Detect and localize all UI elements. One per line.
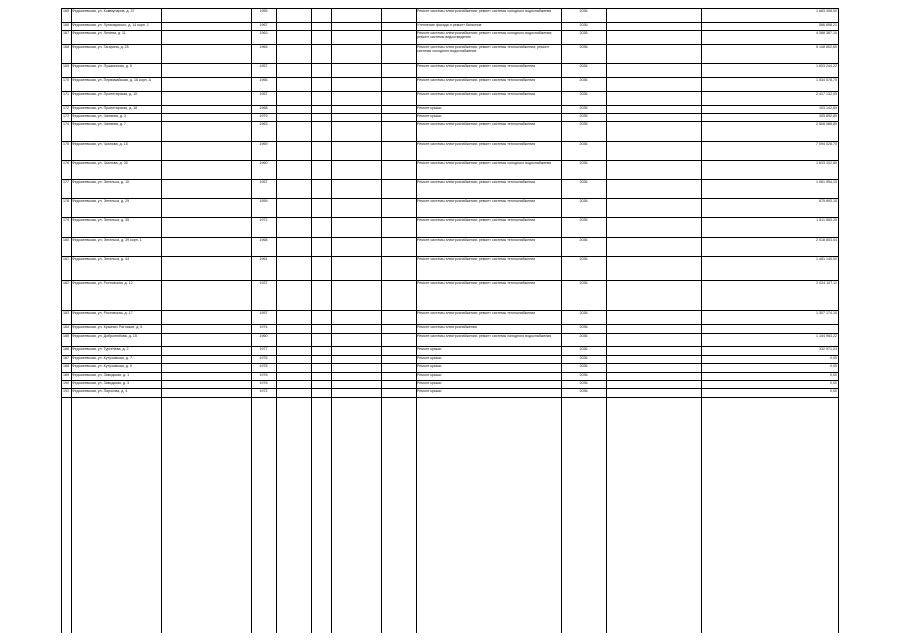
works-description-cell: Утепление фасада и ремонт балконов bbox=[417, 22, 482, 27]
row-number: 180 bbox=[63, 237, 69, 242]
cost-cell: 305 892,80 bbox=[819, 114, 837, 118]
plan-year-cell: 2036 bbox=[579, 22, 588, 27]
row-number: 177 bbox=[63, 180, 69, 184]
address-cell: Федосеевская, ул. Заводская, д. 1 bbox=[72, 372, 130, 377]
cost-cell: 2 417 132,05 bbox=[816, 91, 837, 96]
plan-year-cell: 2036 bbox=[579, 355, 588, 360]
year-cell: 1978 bbox=[259, 364, 268, 369]
plan-year-cell: 2036 bbox=[579, 218, 588, 223]
spreadsheet-table bbox=[61, 8, 838, 633]
year-cell: 1976 bbox=[259, 381, 268, 385]
works-description-cell: Ремонт системы электроснабжения; ремонт системы теплоснабжения bbox=[417, 122, 536, 127]
cost-cell: 1 833 244,22 bbox=[816, 64, 837, 69]
plan-year-cell: 2036 bbox=[579, 381, 588, 385]
works-description-cell: Ремонт системы электроснабжения; ремонт системы теплоснабжения bbox=[417, 311, 536, 316]
works-description-cell: Ремонт системы электроснабжения; ремонт системы теплоснабжения bbox=[417, 91, 536, 96]
works-description-cell: Ремонт системы электроснабжения bbox=[417, 325, 477, 330]
address-cell: Федосеевская, ул. Ростовская, д. 17 bbox=[72, 311, 133, 316]
address-cell: Федосеевская, ул. Ленина, д. 11 bbox=[72, 31, 126, 36]
works-description-cell: Ремонт системы электроснабжения; ремонт системы холодного водоснабжения bbox=[417, 333, 552, 338]
year-cell: 1937 bbox=[259, 281, 268, 286]
row-number: 187 bbox=[63, 355, 69, 360]
cost-cell: 1 061 954,10 bbox=[816, 180, 837, 184]
year-cell: 1955 bbox=[259, 9, 268, 13]
plan-year-cell: 2036 bbox=[579, 180, 588, 184]
address-cell: Федосеевская, ул. Заводская, д. 3 bbox=[72, 381, 130, 385]
plan-year-cell: 2036 bbox=[579, 9, 588, 13]
column-rule bbox=[276, 8, 277, 633]
year-cell: 1979 bbox=[259, 114, 268, 118]
column-rule bbox=[311, 8, 312, 633]
cost-cell: 103 142,60 bbox=[819, 105, 837, 110]
plan-year-cell: 2036 bbox=[579, 199, 588, 204]
address-cell: Федосеевская, ул. Энгельса, д. 29 bbox=[72, 199, 130, 204]
address-cell: Федосеевская, ул. Чкалова, д. 15 bbox=[72, 141, 128, 146]
address-cell: Федосеевская, ул. Кутузовская, д. 7 bbox=[72, 355, 132, 360]
works-description-cell: Ремонт системы электроснабжения; ремонт системы теплоснабжения bbox=[417, 281, 536, 286]
address-cell: Федосеевская, ул. Энгельса, д. 35 bbox=[72, 218, 130, 223]
column-rule bbox=[331, 8, 332, 633]
address-cell: Федосеевская, ул. Пирогова, д. 4 bbox=[72, 389, 128, 394]
year-cell: 1977 bbox=[259, 347, 268, 352]
works-description-cell: Ремонт системы электроснабжения; ремонт системы теплоснабжения bbox=[417, 141, 536, 146]
plan-year-cell: 2036 bbox=[579, 31, 588, 36]
row-number: 179 bbox=[63, 218, 69, 223]
address-cell: Федосеевская, ул. Пролетарская, д. 10 bbox=[72, 91, 138, 96]
works-description-cell: Ремонт крыши bbox=[417, 105, 442, 110]
plan-year-cell: 2036 bbox=[579, 281, 588, 286]
plan-year-cell: 2036 bbox=[579, 333, 588, 338]
row-number: 181 bbox=[63, 256, 69, 261]
cost-cell: 1 811 583,30 bbox=[816, 218, 837, 223]
address-cell: Федосеевская, ул. Чапаева, д. 3 bbox=[72, 114, 126, 118]
works-description-cell: Ремонт крыши bbox=[417, 389, 442, 394]
plan-year-cell: 2036 bbox=[579, 372, 588, 377]
works-description-cell: Ремонт системы электроснабжения; ремонт системы теплоснабжения bbox=[417, 237, 536, 242]
cost-cell: 0,00 bbox=[830, 381, 837, 385]
row-number: 173 bbox=[63, 114, 69, 118]
plan-year-cell: 2036 bbox=[579, 256, 588, 261]
plan-year-cell: 2036 bbox=[579, 141, 588, 146]
works-description-cell: Ремонт системы электроснабжения; ремонт системы холодного водоснабжения; ремонт системы водоотведения bbox=[417, 31, 553, 40]
year-cell: 1957 bbox=[259, 91, 268, 96]
cost-cell: 2 508 586,80 bbox=[816, 122, 837, 127]
row-number: 184 bbox=[63, 325, 69, 330]
year-cell: 1957 bbox=[259, 311, 268, 316]
year-cell: 1957 bbox=[259, 64, 268, 69]
plan-year-cell: 2036 bbox=[579, 45, 588, 49]
works-description-cell: Ремонт крыши bbox=[417, 114, 442, 118]
cost-cell: 0,00 bbox=[830, 389, 837, 394]
year-cell: 1976 bbox=[259, 372, 268, 377]
cost-cell bbox=[607, 325, 837, 331]
row-number: 190 bbox=[63, 381, 69, 385]
table-bottom-rule bbox=[61, 397, 838, 398]
works-description-cell: Ремонт системы электроснабжения; ремонт системы теплоснабжения; ремонт системы холодного водоснабжения bbox=[417, 45, 550, 54]
works-description-cell: Ремонт системы электроснабжения; ремонт системы холодного водоснабжения bbox=[417, 160, 552, 165]
column-rule bbox=[838, 8, 839, 633]
row-number: 167 bbox=[63, 31, 69, 36]
cost-cell: 0,00 bbox=[830, 355, 837, 360]
row-number: 191 bbox=[63, 389, 69, 394]
works-description-cell: Ремонт системы электроснабжения; ремонт системы теплоснабжения bbox=[417, 218, 536, 223]
works-description-cell: Ремонт системы электроснабжения; ремонт системы теплоснабжения bbox=[417, 180, 536, 184]
address-cell: Федосеевская, ул. Первомайская, д. 16 корп. А bbox=[72, 78, 151, 82]
address-cell: Федосеевская, ул. Энгельса, д. 39 корп. 1 bbox=[72, 237, 142, 242]
row-number: 183 bbox=[63, 311, 69, 316]
row-number: 185 bbox=[63, 333, 69, 338]
row-number: 174 bbox=[63, 122, 69, 127]
year-cell: 1963 bbox=[259, 31, 268, 36]
cost-cell: 1 104 963,22 bbox=[816, 333, 837, 338]
year-cell: 1967 bbox=[259, 22, 268, 27]
address-cell: Федосеевская, ул. Чкалова, д. 30 bbox=[72, 160, 128, 165]
plan-year-cell: 2036 bbox=[579, 325, 588, 330]
row-number: 168 bbox=[63, 45, 69, 49]
year-cell: 1959 bbox=[259, 199, 268, 204]
works-description-cell: Ремонт крыши bbox=[417, 355, 442, 360]
address-cell: Федосеевская, ул. Кутузовская, д. 9 bbox=[72, 364, 132, 369]
row-number: 178 bbox=[63, 199, 69, 204]
cost-cell: 7 094 026,70 bbox=[816, 141, 837, 146]
year-cell: 1957 bbox=[259, 180, 268, 184]
works-description-cell: Ремонт крыши bbox=[417, 364, 442, 369]
cost-cell: 566 898,21 bbox=[819, 22, 837, 27]
plan-year-cell: 2036 bbox=[579, 311, 588, 316]
year-cell: 1968 bbox=[259, 237, 268, 242]
row-number: 170 bbox=[63, 78, 69, 82]
row-number: 189 bbox=[63, 372, 69, 377]
plan-year-cell: 2036 bbox=[579, 78, 588, 82]
cost-cell: 5 148 802,60 bbox=[816, 45, 837, 49]
address-cell: Федосеевская, ул. Ростовская, д. 12 bbox=[72, 281, 133, 286]
address-cell: Федосеевская, ул. Пушкинская, д. 5 bbox=[72, 64, 132, 69]
address-cell: Федосеевская, ул. Гагарина, д. 25 bbox=[72, 45, 129, 49]
cost-cell: 675 893,10 bbox=[819, 199, 837, 204]
row-number: 176 bbox=[63, 160, 69, 165]
works-description-cell: Ремонт крыши bbox=[417, 381, 442, 385]
row-number: 186 bbox=[63, 347, 69, 352]
address-cell: Федосеевская, ул. Луначарского, д. 14 корп. 1 bbox=[72, 22, 149, 27]
cost-cell: 4 368 387,10 bbox=[816, 31, 837, 36]
year-cell: 1960 bbox=[259, 333, 268, 338]
works-description-cell: Ремонт системы электроснабжения; ремонт системы холодного водоснабжения bbox=[417, 9, 552, 13]
plan-year-cell: 2036 bbox=[579, 105, 588, 110]
cost-cell: 2 018 803,04 bbox=[816, 237, 837, 242]
year-cell: 1963 bbox=[259, 122, 268, 127]
year-cell: 1968 bbox=[259, 105, 268, 110]
row-number: 169 bbox=[63, 64, 69, 69]
cost-cell: 1 307 174,10 bbox=[816, 311, 837, 316]
year-cell: 1976 bbox=[259, 355, 268, 360]
works-description-cell: Ремонт системы электроснабжения; ремонт системы теплоснабжения bbox=[417, 199, 536, 204]
works-description-cell: Ремонт системы электроснабжения; ремонт системы теплоснабжения bbox=[417, 64, 536, 69]
works-description-cell: Ремонт крыши bbox=[417, 347, 442, 352]
works-description-cell: Ремонт системы электроснабжения; ремонт системы теплоснабжения bbox=[417, 78, 536, 82]
column-rule bbox=[161, 8, 162, 633]
year-cell: 1972 bbox=[259, 218, 268, 223]
address-cell: Федосеевская, ул. Чапаева, д. 7 bbox=[72, 122, 126, 127]
cost-cell: 0,00 bbox=[830, 372, 837, 377]
address-cell: Федосеевская, ул. Тургенева, д. 2 bbox=[72, 347, 129, 352]
cost-cell: 0,00 bbox=[830, 364, 837, 369]
year-cell: 1972 bbox=[259, 389, 268, 394]
address-cell: Федосеевская, ул. Энгельса, д. 44 bbox=[72, 256, 130, 261]
plan-year-cell: 2036 bbox=[579, 91, 588, 96]
plan-year-cell: 2036 bbox=[579, 160, 588, 165]
plan-year-cell: 2036 bbox=[579, 237, 588, 242]
cost-cell: 2 024 107,11 bbox=[816, 281, 837, 286]
column-rule bbox=[381, 8, 382, 633]
address-cell: Федосеевская, ул. Энгельса, д. 10 bbox=[72, 180, 130, 184]
year-cell: 1960 bbox=[259, 160, 268, 165]
works-description-cell: Ремонт крыши bbox=[417, 372, 442, 377]
row-number: 165 bbox=[63, 9, 69, 13]
plan-year-cell: 2036 bbox=[579, 122, 588, 127]
cost-cell: 1 683 308,00 bbox=[816, 9, 837, 13]
address-cell: Федосеевская, ул. Пролетарская, д. 18 bbox=[72, 105, 138, 110]
row-number: 182 bbox=[63, 281, 69, 286]
cost-cell: 332 971,03 bbox=[819, 347, 837, 352]
plan-year-cell: 2036 bbox=[579, 347, 588, 352]
plan-year-cell: 2036 bbox=[579, 389, 588, 394]
address-cell: Федосеевская, ул. Добролюбова, д. 15 bbox=[72, 333, 137, 338]
plan-year-cell: 2036 bbox=[579, 364, 588, 369]
cost-cell: 1 534 578,75 bbox=[816, 78, 837, 82]
row-number: 166 bbox=[63, 22, 69, 27]
cost-cell: 1 633 102,80 bbox=[816, 160, 837, 165]
year-cell: 1965 bbox=[259, 45, 268, 49]
year-cell: 1969 bbox=[259, 141, 268, 146]
works-description-cell: Ремонт системы электроснабжения; ремонт системы теплоснабжения bbox=[417, 256, 536, 261]
row-number: 172 bbox=[63, 105, 69, 110]
row-number: 188 bbox=[63, 364, 69, 369]
row-number: 171 bbox=[63, 91, 69, 96]
cost-cell: 1 461 140,00 bbox=[816, 256, 837, 261]
address-cell: Федосеевская, ул. Красных Ратников, д. 5 bbox=[72, 325, 143, 330]
plan-year-cell: 2036 bbox=[579, 114, 588, 118]
row-number: 175 bbox=[63, 141, 69, 146]
year-cell: 1974 bbox=[259, 325, 268, 330]
address-cell: Федосеевская, ул. Коммунаров, д. 37 bbox=[72, 9, 135, 13]
year-cell: 1961 bbox=[259, 256, 268, 261]
year-cell: 1966 bbox=[259, 78, 268, 82]
plan-year-cell: 2036 bbox=[579, 64, 588, 69]
